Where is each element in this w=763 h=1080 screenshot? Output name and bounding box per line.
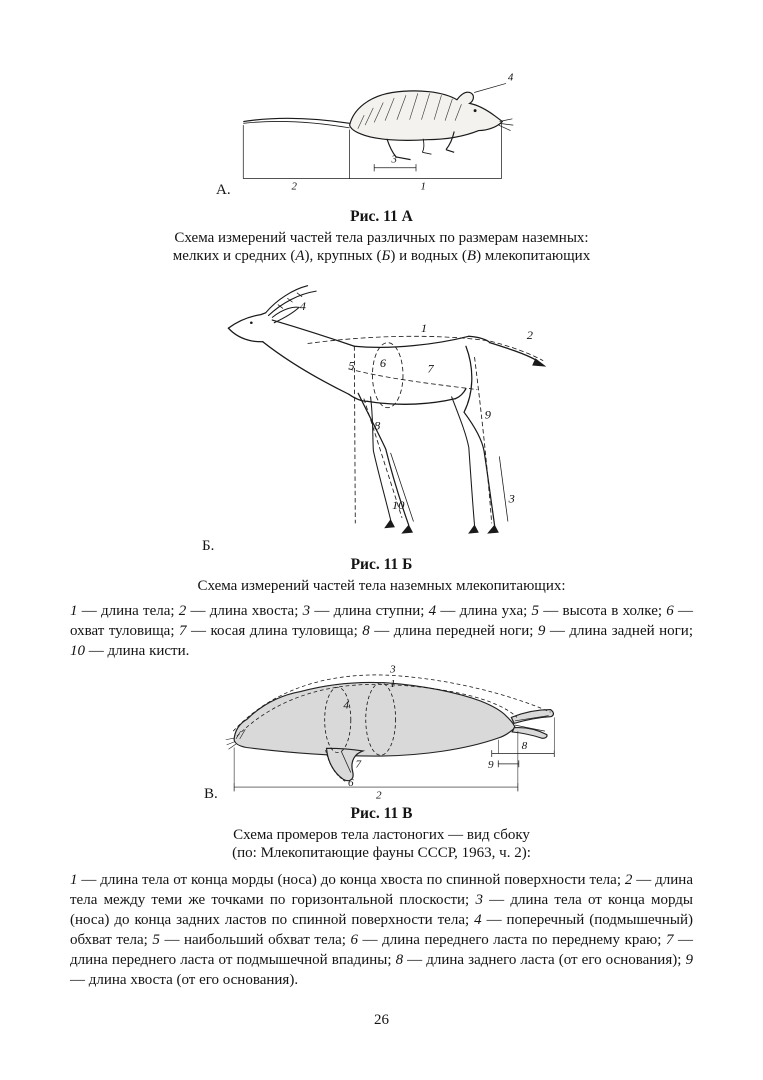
- measure-label: 3: [391, 153, 397, 166]
- measure-label: 2: [526, 328, 533, 342]
- figure-a-corner-label: А.: [216, 182, 231, 198]
- measure-label: 8: [374, 418, 381, 433]
- measure-label: 5: [348, 359, 355, 373]
- measure-label: 7: [427, 361, 434, 376]
- measure-label: 2: [291, 180, 297, 193]
- seal-body: [226, 682, 554, 780]
- measure-label: 10: [392, 498, 405, 512]
- figure-a-caption-line2: мелких и средних (А), крупных (Б) и водных (В) млекопитающих: [172, 248, 591, 264]
- page-number: 26: [374, 1012, 389, 1028]
- figure-b-corner-label: Б.: [202, 538, 215, 554]
- figure-v-corner-label: В.: [204, 786, 218, 802]
- figure-v-title: Рис. 11 В: [350, 805, 413, 822]
- figure-a-caption-line1: Схема измерений частей тела различных по размерам наземных:: [174, 230, 589, 246]
- figure-a-title: Рис. 11 А: [350, 208, 413, 225]
- measure-label: 8: [521, 740, 528, 753]
- measure-label: 4: [507, 71, 514, 84]
- seal-hind-flipper-lower: [512, 728, 547, 739]
- figure-b-gazelle-drawing: [196, 283, 568, 545]
- measure-label: 9: [484, 407, 491, 422]
- measure-label: 1: [420, 180, 426, 193]
- measure-label: 3: [389, 664, 396, 676]
- figure-b-mark-labels: [300, 299, 533, 511]
- figure-v-caption-line1: Схема промеров тела ластоногих — вид сбоку: [233, 827, 530, 843]
- figure-v-seal-drawing: [222, 664, 558, 800]
- measure-label: 3: [508, 491, 515, 506]
- mouse-body: [243, 91, 513, 160]
- seal-hind-flipper-upper: [511, 710, 553, 724]
- measure-label: 1: [389, 678, 396, 691]
- measure-label: 2: [375, 789, 382, 800]
- measure-label: 1: [420, 321, 428, 335]
- measure-label: 9: [487, 759, 494, 772]
- figure-b-caption: Схема измерений частей тела наземных млекопитающих:: [197, 578, 566, 594]
- gazelle-body: [228, 286, 545, 534]
- figure-b-legend: 1 — длина тела; 2 — длина хвоста; 3 — длина ступни; 4 — длина уха; 5 — высота в холке; 6 — охват туловища; 7 — косая длина туловища; 8 — длина передней ноги; 9 — длина задней ноги; 10 — длина кисти.: [70, 603, 693, 660]
- figure-v-legend: 1 — длина тела от конца морды (носа) до конца хвоста по спинной поверхности тела; 2 — длина тела между теми же точками по горизонтальной плоскости; 3 — длина тела от конца морды (носа) до конца задних ластов по спинной поверхности тела; 4 — поперечный (подмышечный) обхват тела; 5 — наибольший обхват тела; 6 — длина переднего ласта по переднему краю; 7 — длина переднего ласта от подмышечной впадины; 8 — длина заднего ласта (от его основания); 9 — длина хвоста (от его основания).: [70, 872, 693, 989]
- measure-label: 6: [379, 356, 387, 370]
- measure-label: 4: [299, 299, 306, 314]
- measure-label: 4: [343, 700, 349, 712]
- figure-b-title: Рис. 11 Б: [350, 556, 413, 573]
- measure-label: 6: [347, 777, 354, 790]
- measure-label: 7: [355, 758, 362, 771]
- figure-a-mouse-drawing: [236, 68, 536, 195]
- figure-v-caption-line2: (по: Млекопитающие фауны СССР, 1963, ч. 2):: [232, 845, 531, 861]
